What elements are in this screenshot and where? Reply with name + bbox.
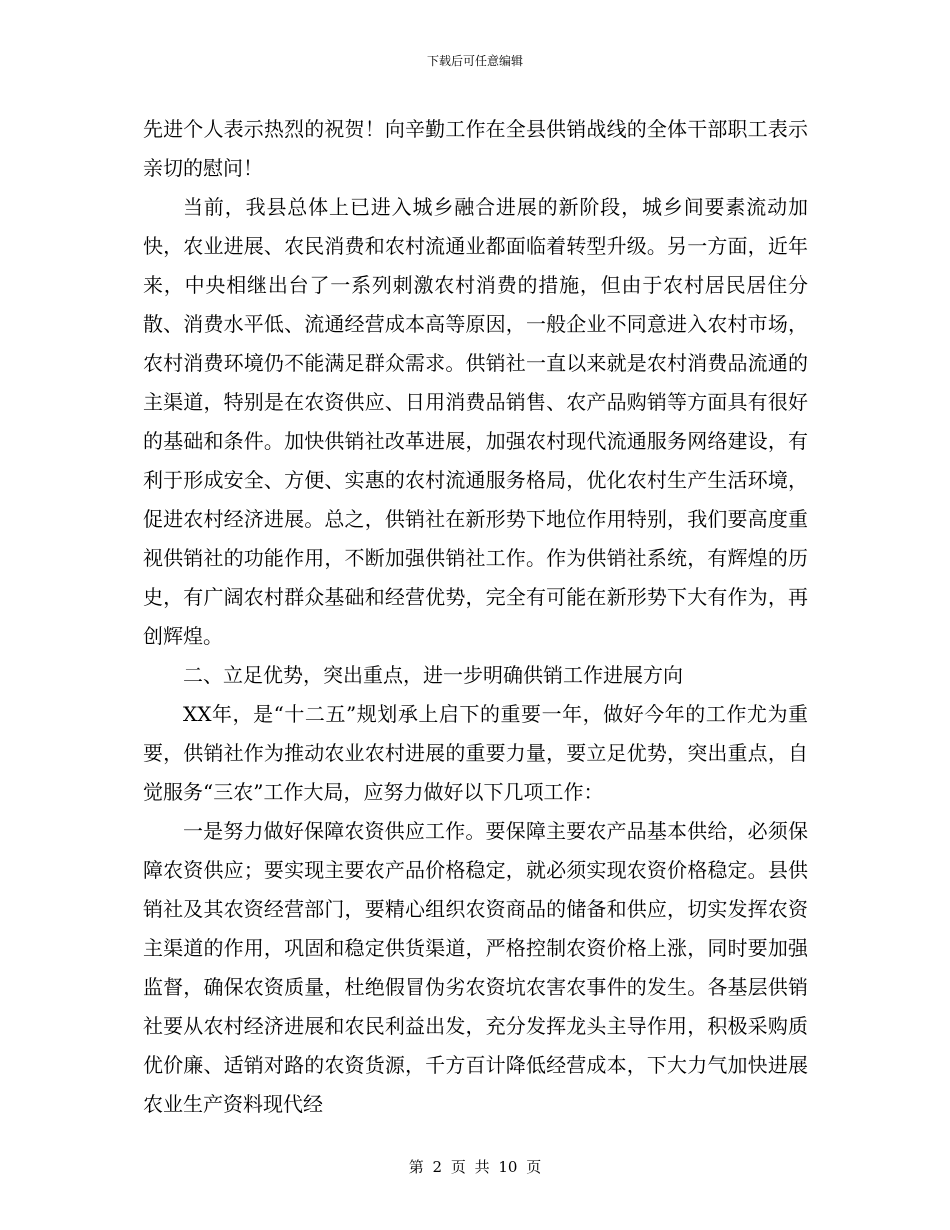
page-footer: 第 2 页 共 10 页: [408, 1158, 542, 1176]
paragraph: XX年，是“十二五”规划承上启下的重要一年，做好今年的工作尤为重要，供销社作为推动农业农村进展的重要力量，要立足优势，突出重点，自觉服务“三农”工作大局，应努力做好以下几项工作：: [143, 702, 808, 804]
paragraph: 一是努力做好保障农资供应工作。要保障主要农产品基本供给，必须保障农资供应；要实现主要农产品价格稳定，就必须实现农资价格稳定。县供销社及其农资经营部门，要精心组织农资商品的储备和供应，切实发挥农资主渠道的作用，巩固和稳定供货渠道，严格控制农资价格上涨，同时要加强监督，确保农资质量，杜绝假冒伪劣农资坑农害农事件的发生。各基层供销社要从农村经济进展和农民利益出发，充分发挥龙头主导作用，积极采购质优价廉、适销对路的农资货源，千方百计降低经营成本，下大力气加快进展农业生产资料现代经: [143, 819, 808, 1116]
section-heading: 二、立足优势，突出重点，进一步明确供销工作进展方向: [183, 663, 683, 687]
page-header: 下载后可任意编辑: [426, 54, 523, 68]
paragraph-continuation: 先进个人表示热烈的祝贺！向辛勤工作在全县供销战线的全体干部职工表示亲切的慰问！: [143, 117, 808, 180]
paragraph: 当前，我县总体上已进入城乡融合进展的新阶段，城乡间要素流动加快，农业进展、农民消费和农村流通业都面临着转型升级。另一方面，近年来，中央相继出台了一系列刺激农村消费的措施，但由于农村居民居住分散、消费水平低、流通经营成本高等原因，一般企业不同意进入农村市场，农村消费环境仍不能满足群众需求。供销社一直以来就是农村消费品流通的主渠道，特别是在农资供应、日用消费品销售、农产品购销等方面具有很好的基础和条件。加快供销社改革进展，加强农村现代流通服务网络建设，有利于形成安全、方便、实惠的农村流通服务格局，优化农村生产生活环境，促进农村经济进展。总之，供销社在新形势下地位作用特别，我们要高度重视供销社的功能作用，不断加强供销社工作。作为供销社系统，有辉煌的历史，有广阔农村群众基础和经营优势，完全有可能在新形势下大有作为，再创辉煌。: [143, 195, 808, 648]
document-body: [143, 110, 808, 1124]
